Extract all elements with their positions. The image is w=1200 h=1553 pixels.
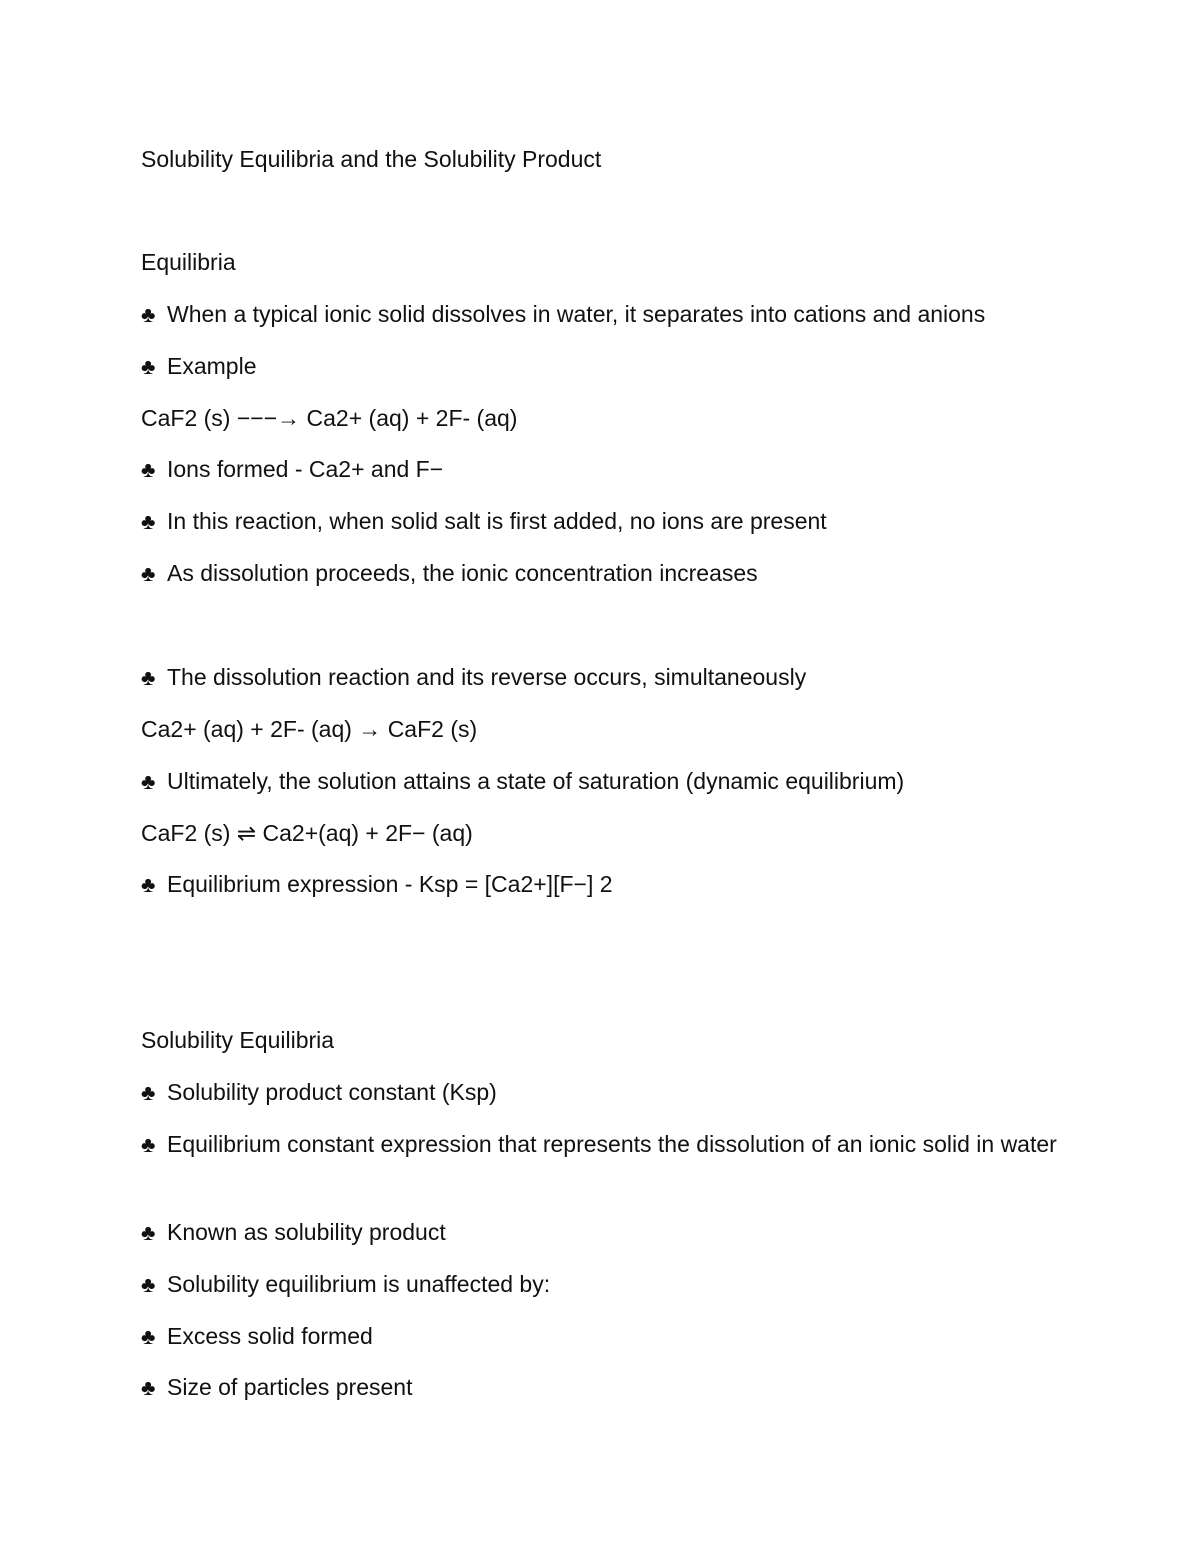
section-heading-solubility-equilibria: Solubility Equilibria — [141, 1027, 335, 1053]
bullet-item — [141, 1266, 1071, 1303]
bullet-item — [141, 1126, 1071, 1163]
bullet-item — [141, 1214, 1071, 1251]
club-bullet-icon: ♣ — [141, 1132, 156, 1157]
bullet-item — [141, 866, 1071, 903]
club-bullet-icon: ♣ — [141, 769, 156, 794]
bullet-item — [141, 763, 1071, 800]
club-bullet-icon: ♣ — [141, 1272, 156, 1297]
bullet-text: Equilibrium expression - Ksp = [Ca2+][F−] 2 — [167, 871, 613, 897]
bullet-text: In this reaction, when solid salt is first added, no ions are present — [167, 508, 827, 534]
equation-equilibrium: CaF2 (s) ⇌ Ca2+(aq) + 2F− (aq) — [141, 820, 473, 846]
bullet-text: Size of particles present — [167, 1374, 413, 1400]
bullet-item — [141, 296, 1071, 333]
club-bullet-icon: ♣ — [141, 872, 156, 897]
section-heading-equilibria: Equilibria — [141, 249, 236, 275]
club-bullet-icon: ♣ — [141, 354, 156, 379]
club-bullet-icon: ♣ — [141, 561, 156, 586]
club-bullet-icon: ♣ — [141, 302, 156, 327]
bullet-item — [141, 451, 1071, 488]
club-bullet-icon: ♣ — [141, 1324, 156, 1349]
bullet-text: Solubility equilibrium is unaffected by: — [167, 1271, 551, 1297]
club-bullet-icon: ♣ — [141, 1220, 156, 1245]
bullet-text: Excess solid formed — [167, 1323, 373, 1349]
bullet-text: When a typical ionic solid dissolves in water, it separates into cations and anions — [167, 301, 986, 327]
bullet-text: Ions formed - Ca2+ and F− — [167, 456, 444, 482]
bullet-text: Example — [167, 353, 257, 379]
bullet-item — [141, 1074, 1071, 1111]
bullet-item — [141, 659, 1071, 696]
bullet-item — [141, 503, 1071, 540]
document-title: Solubility Equilibria and the Solubility Product — [141, 146, 602, 172]
club-bullet-icon: ♣ — [141, 1375, 156, 1400]
bullet-text: As dissolution proceeds, the ionic concentration increases — [167, 560, 758, 586]
bullet-item — [141, 1369, 1071, 1406]
bullet-item — [141, 1318, 1071, 1355]
bullet-item — [141, 555, 1071, 592]
bullet-text: Ultimately, the solution attains a state of saturation (dynamic equilibrium) — [167, 768, 905, 794]
bullet-text: Known as solubility product — [167, 1219, 446, 1245]
equation-dissolution: CaF2 (s) −−−→ Ca2+ (aq) + 2F- (aq) — [141, 405, 518, 431]
club-bullet-icon: ♣ — [141, 509, 156, 534]
club-bullet-icon: ♣ — [141, 1080, 156, 1105]
bullet-text: Solubility product constant (Ksp) — [167, 1079, 497, 1105]
bullet-item — [141, 348, 1071, 385]
bullet-text: The dissolution reaction and its reverse occurs, simultaneously — [167, 664, 807, 690]
equation-reverse: Ca2+ (aq) + 2F- (aq) → CaF2 (s) — [141, 716, 478, 742]
club-bullet-icon: ♣ — [141, 457, 156, 482]
club-bullet-icon: ♣ — [141, 665, 156, 690]
bullet-text: Equilibrium constant expression that represents the dissolution of an ionic solid in water — [167, 1131, 1057, 1157]
